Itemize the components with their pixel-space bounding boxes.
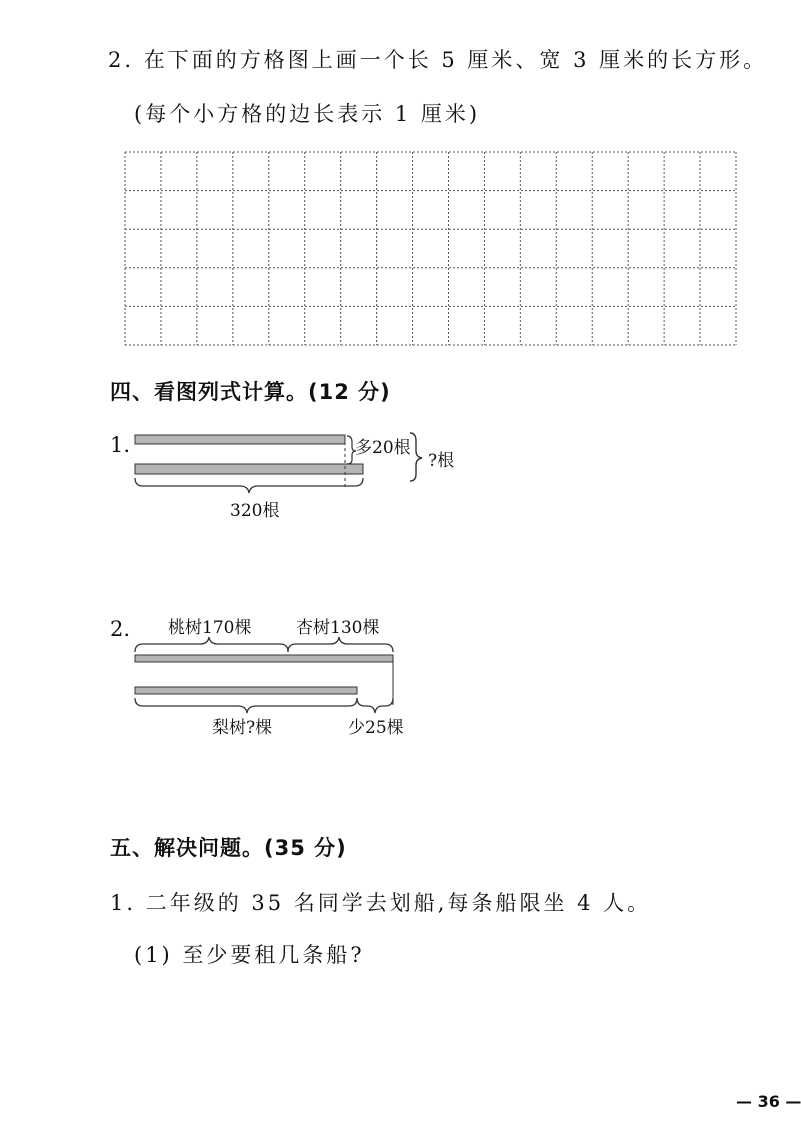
- peach-label: 桃树170棵: [168, 618, 252, 638]
- problem1-number: 1.: [110, 433, 131, 457]
- problem2-number: 2.: [110, 617, 131, 641]
- grid-question-line1: 2. 在下面的方格图上画一个长 5 厘米、宽 3 厘米的长方形。: [108, 48, 768, 72]
- dashed-grid[interactable]: [125, 152, 736, 345]
- problem2-diagram: [135, 637, 393, 713]
- section5-problem1: 1. 二年级的 35 名同学去划船,每条船限坐 4 人。: [110, 891, 652, 915]
- pear-brace: [135, 698, 357, 713]
- bar-pear: [135, 687, 357, 694]
- problem1-diff-label: 多20根: [355, 438, 411, 458]
- bar-peach-apricot: [135, 655, 393, 662]
- total-brace: [410, 433, 422, 481]
- problem1-base-label: 320根: [230, 501, 280, 521]
- grid-question-note: (每个小方格的边长表示 1 厘米): [134, 102, 481, 126]
- bar-bottom: [135, 464, 363, 474]
- page-number: — 36 —: [736, 1092, 801, 1111]
- problem1-total-label: ?根: [428, 451, 455, 471]
- peach-brace: [135, 637, 288, 652]
- base-brace: [135, 478, 363, 493]
- pear-label: 梨树?棵: [212, 718, 273, 738]
- less-label: 少25棵: [348, 718, 404, 738]
- apricot-brace: [288, 637, 393, 652]
- apricot-label: 杏树130棵: [296, 618, 380, 638]
- section5-sub1: (1) 至少要租几条船?: [134, 943, 365, 967]
- bar-top: [135, 435, 345, 444]
- less-brace: [357, 698, 393, 713]
- section5-heading: 五、解决问题。(35 分): [110, 836, 347, 860]
- section4-heading: 四、看图列式计算。(12 分): [110, 380, 391, 404]
